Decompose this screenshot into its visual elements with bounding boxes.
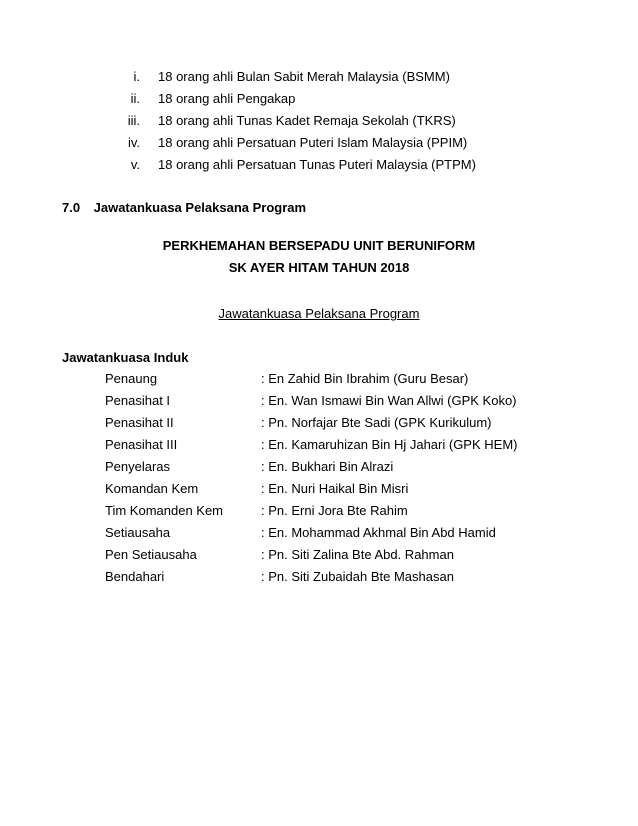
role-label: Setiausaha [105, 525, 171, 540]
program-title: PERKHEMAHAN BERSEPADU UNIT BERUNIFORM [162, 238, 476, 253]
list-item [0, 154, 638, 176]
role-label: Penaung [105, 371, 158, 386]
committee-heading: Jawatankuasa Induk [62, 350, 189, 365]
role-value: : En. Wan Ismawi Bin Wan Allwi (GPK Koko) [261, 393, 517, 408]
list-item-text: 18 orang ahli Persatuan Puteri Islam Malaysia (PPIM) [158, 135, 468, 150]
role-label: Pen Setiausaha [105, 547, 197, 562]
role-label: Penyelaras [105, 459, 171, 474]
role-value: : En. Nuri Haikal Bin Misri [261, 481, 409, 496]
committee-roles [0, 368, 638, 588]
role-label: Penasihat III [105, 437, 178, 452]
role-value: : Pn. Siti Zubaidah Bte Mashasan [261, 569, 454, 584]
role-row [0, 412, 638, 434]
role-label: Komandan Kem [105, 481, 199, 496]
section-heading [62, 198, 306, 218]
list-item-number: ii. [130, 91, 140, 106]
list-item-text: 18 orang ahli Bulan Sabit Merah Malaysia (BSMM) [158, 69, 450, 84]
participant-list [0, 66, 638, 176]
role-row [0, 390, 638, 412]
list-item [0, 132, 638, 154]
list-item-text: 18 orang ahli Pengakap [158, 91, 296, 106]
list-item [0, 66, 638, 88]
role-row [0, 456, 638, 478]
list-item-number: iii. [127, 113, 140, 128]
role-label: Tim Komanden Kem [105, 503, 224, 518]
section-number: 7.0 [62, 200, 81, 215]
role-row [0, 500, 638, 522]
role-label: Penasihat II [105, 415, 174, 430]
list-item-number: v. [130, 157, 140, 172]
committee-subtitle: Jawatankuasa Pelaksana Program [218, 306, 420, 321]
role-row [0, 566, 638, 588]
role-value: : En. Kamaruhizan Bin Hj Jahari (GPK HEM) [261, 437, 518, 452]
role-value: : En Zahid Bin Ibrahim (Guru Besar) [261, 371, 469, 386]
role-row [0, 522, 638, 544]
role-row [0, 478, 638, 500]
role-row [0, 434, 638, 456]
list-item-number: iv. [127, 135, 140, 150]
list-item [0, 88, 638, 110]
role-value: : Pn. Siti Zalina Bte Abd. Rahman [261, 547, 454, 562]
role-value: : Pn. Erni Jora Bte Rahim [261, 503, 408, 518]
list-item [0, 110, 638, 132]
role-row [0, 544, 638, 566]
list-item-number: i. [133, 69, 140, 84]
role-value: : En. Mohammad Akhmal Bin Abd Hamid [261, 525, 496, 540]
role-value: : Pn. Norfajar Bte Sadi (GPK Kurikulum) [261, 415, 492, 430]
section-title: Jawatankuasa Pelaksana Program [93, 200, 307, 215]
role-value: : En. Bukhari Bin Alrazi [261, 459, 394, 474]
list-item-text: 18 orang ahli Tunas Kadet Remaja Sekolah (TKRS) [158, 113, 456, 128]
role-label: Bendahari [105, 569, 165, 584]
role-label: Penasihat I [105, 393, 171, 408]
list-item-text: 18 orang ahli Persatuan Tunas Puteri Malaysia (PTPM) [158, 157, 476, 172]
program-subtitle-school: SK AYER HITAM TAHUN 2018 [228, 260, 410, 275]
role-row [0, 368, 638, 390]
